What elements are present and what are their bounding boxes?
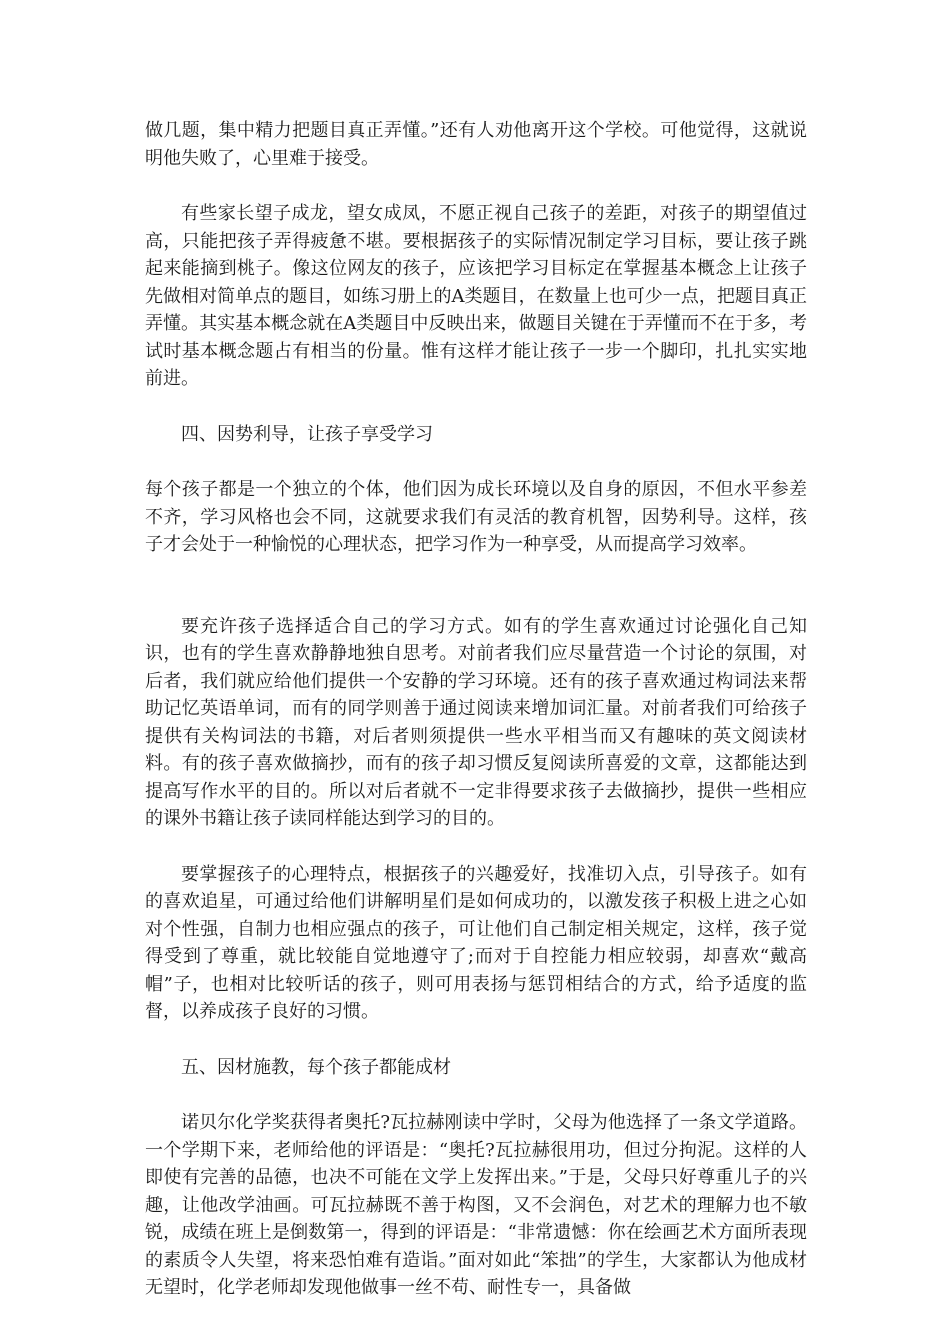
paragraph-1: 做几题，集中精力把题目真正弄懂。”还有人劝他离开这个学校。可他觉得，这就说明他失败了，心里难于接受。 — [145, 120, 807, 169]
paragraph-2: 有些家长望子成龙，望女成凤，不愿正视自己孩子的差距，对孩子的期望值过高，只能把孩子弄得疲惫不堪。要根据孩子的实际情况制定学习目标，要让孩子跳起来能摘到桃子。像这位网友的孩子，应该把学习目标定在掌握基本概念上让孩子先做相对简单点的题目，如练习册上的A类题目，在数量上也可少一点，把题目真正弄懂。其实基本概念就在A类题目中反映出来，做题目关键在于弄懂而不在于多，考试时基本概念题占有相当的份量。惟有这样才能让孩子一步一个脚印，扎扎实实地前进。 — [145, 203, 807, 389]
paragraph-3: 每个孩子都是一个独立的个体，他们因为成长环境以及自身的原因，不但水平参差不齐，学习风格也会不同，这就要求我们有灵活的教育机智，因势利导。这样，孩子才会处于一种愉悦的心理状态，把学习作为一种享受，从而提高学习效率。 — [145, 479, 807, 555]
paragraph-4: 要充许孩子选择适合自己的学习方式。如有的学生喜欢通过讨论强化自己知识，也有的学生喜欢静静地独自思考。对前者我们应尽量营造一个讨论的氛围，对后者，我们就应给他们提供一个安静的学习环境。还有的孩子喜欢通过构词法来帮助记忆英语单词，而有的同学则善于通过阅读来增加词汇量。对前者我们可给孩子提供有关构词法的书籍，对后者则须提供一些水平相当而又有趣味的英文阅读材料。有的孩子喜欢做摘抄，而有的孩子却习惯反复阅读所喜爱的文章，这都能达到提高写作水平的目的。所以对后者就不一定非得要求孩子去做摘抄，提供一些相应的课外书籍让孩子读同样能达到学习的目的。 — [145, 615, 807, 829]
section-heading-4: 四、因势利导，让孩子享受学习 — [181, 423, 433, 445]
paragraph-5: 要掌握孩子的心理特点，根据孩子的兴趣爱好，找准切入点，引导孩子。如有的喜欢追星，可通过给他们讲解明星们是如何成功的，以激发孩子积极上进之心如对个性强，自制力也相应强点的孩子，可让他们自己制定相关规定，这样，孩子觉得受到了尊重，就比较能自觉地遵守了;而对于自控能力相应较弱，却喜欢“戴高帽”子，也相对比较听话的孩子，则可用表扬与惩罚相结合的方式，给予适度的监督，以养成孩子良好的习惯。 — [145, 863, 807, 1022]
document-page — [145, 117, 807, 1302]
section-heading-5: 五、因材施教，每个孩子都能成材 — [181, 1056, 451, 1078]
paragraph-6: 诺贝尔化学奖获得者奥托?瓦拉赫刚读中学时，父母为他选择了一条文学道路。一个学期下来，老师给他的评语是：“奥托?瓦拉赫很用功，但过分拘泥。这样的人即使有完善的品德，也决不可能在文学上发挥出来。”于是，父母只好尊重儿子的兴趣，让他改学油画。可瓦拉赫既不善于构图，又不会润色，对艺术的理解力也不敏锐，成绩在班上是倒数第一，得到的评语是：“非常遗憾：你在绘画艺术方面所表现的素质令人失望，将来恐怕难有造诣。”面对如此“笨拙”的学生，大家都认为他成材无望时，化学老师却发现他做事一丝不苟、耐性专一，具备做 — [145, 1112, 807, 1298]
